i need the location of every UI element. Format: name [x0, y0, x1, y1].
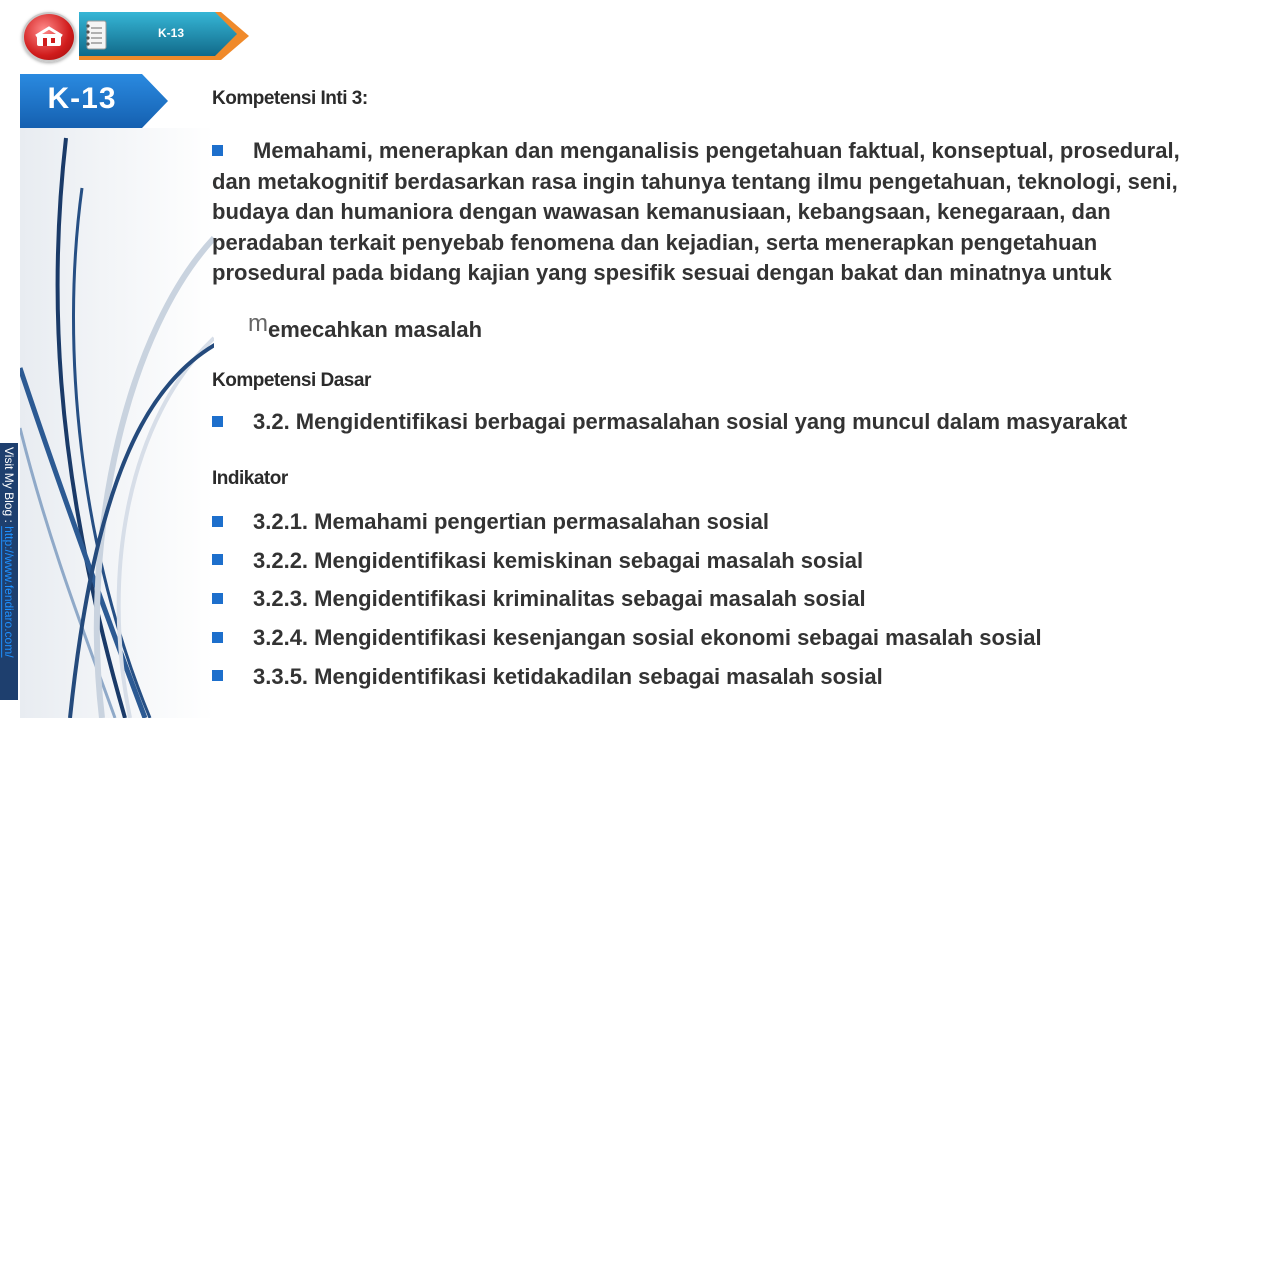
home-button[interactable] — [22, 12, 76, 62]
ki-heading: Kompetensi Inti 3: — [212, 88, 368, 109]
ki-tail — [248, 310, 483, 344]
indikator-heading: Indikator — [212, 468, 288, 489]
kd-text: 3.2. Mengidentifikasi berbagai permasalahan sosial yang muncul dalam masyarakat — [253, 409, 1128, 434]
list-item — [212, 584, 1042, 623]
k13-banner — [20, 74, 170, 133]
banner-label: K-13 — [47, 82, 117, 115]
blog-link-strip[interactable] — [0, 443, 18, 700]
list-item — [212, 662, 1042, 701]
indikator-text: 3.2.2. Mengidentifikasi kemiskinan sebagai masalah sosial — [253, 547, 864, 573]
ki-item — [212, 136, 1202, 289]
indikator-text: 3.3.5. Mengidentifikasi ketidakadilan sebagai masalah sosial — [253, 663, 883, 689]
bullet-square — [212, 416, 223, 427]
bullet-square — [212, 670, 223, 681]
indikator-text: 3.2.1. Memahami pengertian permasalahan sosial — [253, 509, 769, 534]
indikator-list — [212, 507, 1042, 700]
blog-link[interactable]: http://www.fendiaro.com/ — [2, 526, 16, 658]
list-item — [212, 623, 1042, 662]
ki-tail-rest: emecahkan masalah — [268, 317, 483, 342]
bullet-square — [212, 145, 223, 156]
list-item — [212, 546, 1042, 585]
list-item — [212, 507, 1042, 546]
blog-prefix: Visit My Blog : — [2, 447, 16, 527]
ki-tail-first: m — [248, 310, 268, 337]
kd-item — [212, 409, 1127, 435]
home-icon — [34, 26, 64, 48]
bullet-square — [212, 516, 223, 527]
side-decoration — [20, 128, 214, 718]
indikator-text: 3.2.3. Mengidentifikasi kriminalitas sebagai masalah sosial — [253, 586, 866, 612]
bullet-square — [212, 632, 223, 643]
kd-heading: Kompetensi Dasar — [212, 370, 371, 391]
tab-label: K-13 — [157, 26, 184, 40]
k13-nav-tab[interactable] — [79, 12, 249, 60]
main-content — [212, 88, 1212, 689]
bullet-square — [212, 593, 223, 604]
indikator-text: 3.2.4. Mengidentifikasi kesenjangan sosial ekonomi sebagai masalah sosial — [253, 625, 1042, 651]
bullet-square — [212, 554, 223, 565]
ki-text: Memahami, menerapkan dan menganalisis pengetahuan faktual, konseptual, prosedural, dan metakognitif berdasarkan rasa ingin tahunya tentang ilmu pengetahuan, teknologi, seni, budaya dan humaniora dengan wawasan kemanusiaan, kebangsaan, kenegaraan, dan peradaban terkait penyebab fenomena dan kejadian, serta menerapkan pengetahuan prosedural pada bidang kajian yang spesifik sesuai dengan bakat dan minatnya untuk — [212, 138, 1180, 285]
